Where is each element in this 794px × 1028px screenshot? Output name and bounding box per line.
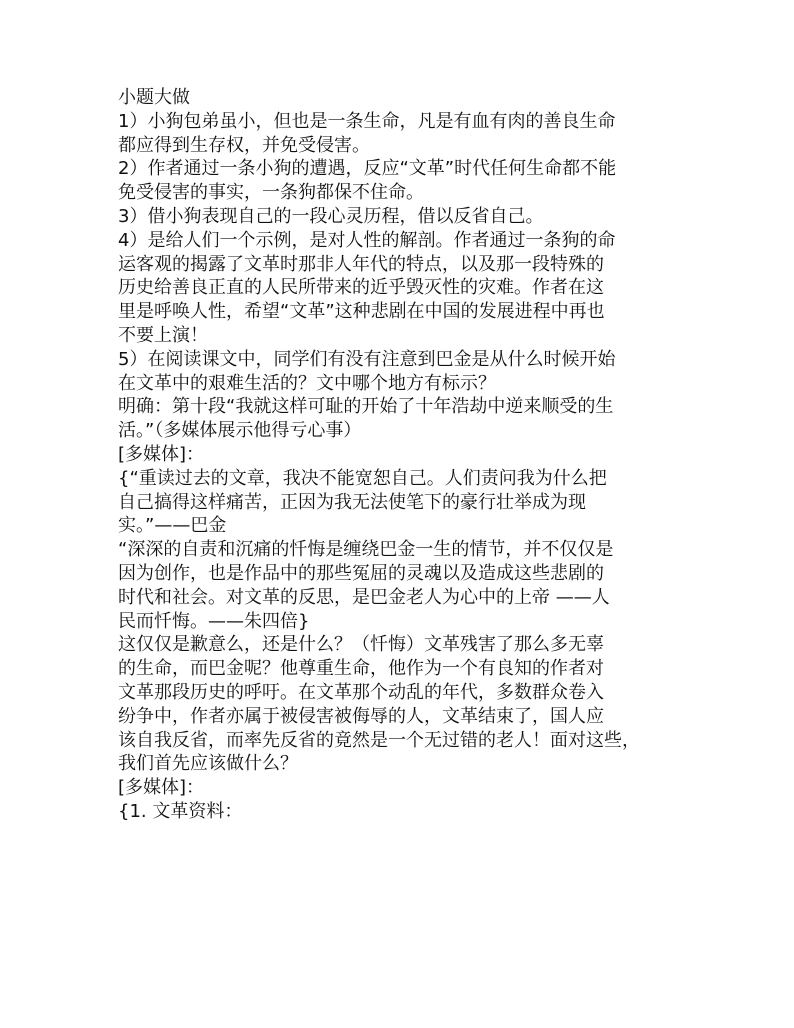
text-line: 明确：第十段“我就这样可耻的开始了十年浩劫中逆来顺受的生	[118, 396, 614, 418]
quote-line: “深深的自责和沉痛的忏悔是缠绕巴金一生的情节，并不仅仅是	[118, 539, 614, 561]
text-line: 3）借小狗表现自己的一段心灵历程，借以反省自己。	[118, 205, 544, 227]
text-line: 该自我反省，而率先反省的竟然是一个无过错的老人！面对这些，	[118, 729, 640, 751]
text-line: 里是呼唤人性，希望“文革”这种悲剧在中国的发展进程中再也	[118, 301, 605, 323]
text-line: 在文革中的艰难生活的？文中哪个地方有标示？	[118, 372, 496, 394]
quote-line: 实。”——巴金	[118, 515, 227, 537]
quote-line: 自己搞得这样痛苦，正因为我无法使笔下的豪行壮举成为现	[118, 491, 586, 513]
text-line: 的生命，而巴金呢？他尊重生命，他作为一个有良知的作者对	[118, 658, 604, 680]
text-line: 活。”（多媒体展示他得亏心事）	[118, 420, 362, 442]
text-line: 1）小狗包弟虽小，但也是一条生命，凡是有血有肉的善良生命	[118, 110, 616, 132]
text-line: 运客观的揭露了文革时那非人年代的特点，以及那一段特殊的	[118, 253, 604, 275]
text-line: 都应得到生存权，并免受侵害。	[118, 134, 370, 156]
text-line: 这仅仅是歉意么，还是什么？（忏悔）文革残害了那么多无辜	[118, 634, 604, 656]
text-line: {1. 文革资料：	[118, 800, 243, 822]
quote-line: {“重读过去的文章，我决不能宽恕自己。人们责问我为什么把	[118, 467, 607, 489]
text-line: 免受侵害的事实，一条狗都保不住命。	[118, 182, 424, 204]
text-line: 2）作者通过一条小狗的遭遇，反应“文革”时代任何生命都不能	[118, 158, 617, 180]
multimedia-label: [多媒体]：	[118, 777, 205, 799]
text-line: 5）在阅读课文中，同学们有没有注意到巴金是从什么时候开始	[118, 348, 616, 370]
text-line: 文革那段历史的呼吁。在文革那个动乱的年代，多数群众卷入	[118, 681, 604, 703]
text-line: 纷争中，作者亦属于被侵害被侮辱的人，文革结束了，国人应	[118, 705, 604, 727]
text-line: 历史给善良正直的人民所带来的近乎毁灭性的灾难。作者在这	[118, 277, 604, 299]
quote-line: 民而忏悔。——朱四倍}	[118, 610, 310, 632]
text-line: 不要上演！	[118, 324, 208, 346]
text-line: 4）是给人们一个示例，是对人性的解剖。作者通过一条狗的命	[118, 229, 616, 251]
multimedia-label: [多媒体]：	[118, 443, 205, 465]
quote-line: 时代和社会。对文革的反思，是巴金老人为心中的上帝 ——人	[118, 586, 610, 608]
quote-line: 因为创作，也是作品中的那些冤屈的灵魂以及造成这些悲剧的	[118, 562, 604, 584]
document-page	[118, 86, 678, 824]
text-line: 我们首先应该做什么？	[118, 753, 298, 775]
section-heading: 小题大做	[118, 87, 190, 108]
